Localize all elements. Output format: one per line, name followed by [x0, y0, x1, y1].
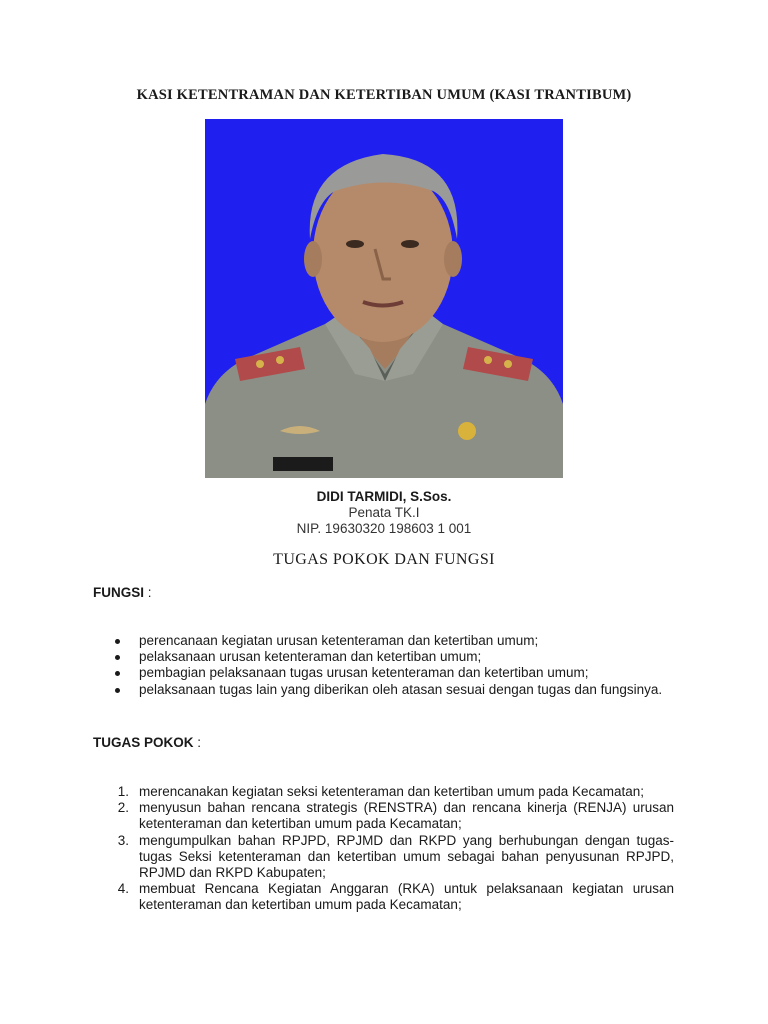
official-portrait-photo	[205, 119, 563, 478]
list-item-number: 4.	[117, 881, 129, 897]
person-nip: NIP. 19630320 198603 1 001	[296, 521, 472, 536]
list-item-number: 3.	[117, 832, 129, 848]
list-item	[93, 682, 674, 698]
list-item-text: pelaksanaan tugas lain yang diberikan oleh atasan sesuai dengan tugas dan fungsinya.	[139, 681, 663, 697]
person-name: DIDI TARMIDI, S.Sos.	[316, 489, 452, 504]
tugas-pokok-heading-label: TUGAS POKOK	[93, 735, 194, 750]
list-item-text: merencanakan kegiatan seksi ketenteraman dan ketertiban umum pada Kecamatan;	[139, 784, 645, 799]
list-item	[93, 881, 674, 913]
person-rank: Penata TK.I	[348, 505, 420, 520]
list-item-text: mengumpulkan bahan RPJPD, RPJMD dan RKPD yang berhubungan dengan tugas-tugas Seksi ketenteraman dan ketertiban umum sebagai bahan penyusunan RPJPD, RPJMD dan RKPD Kabupaten;	[139, 832, 674, 881]
list-item-number: 2.	[117, 800, 129, 816]
list-item-text: membuat Rencana Kegiatan Anggaran (RKA) untuk pelaksanaan kegiatan urusan ketenteraman dan ketertiban umum pada Kecamatan;	[139, 881, 674, 913]
list-item-text: perencanaan kegiatan urusan ketenteraman dan ketertiban umum;	[139, 633, 539, 648]
bullet-icon	[115, 639, 120, 644]
list-item	[93, 633, 674, 649]
tugas-pokok-heading	[93, 735, 201, 750]
list-item	[93, 665, 674, 681]
list-item	[93, 784, 674, 800]
fungsi-list	[93, 633, 674, 698]
document-title: KASI KETENTRAMAN DAN KETERTIBAN UMUM (KASI TRANTIBUM)	[136, 87, 632, 103]
list-item-number: 1.	[117, 784, 129, 799]
list-item-text: menyusun bahan rencana strategis (RENSTRA) dan rencana kinerja (RENJA) urusan ketenteraman dan ketertiban umum pada Kecamatan;	[139, 800, 674, 832]
list-item-text: pelaksanaan urusan ketenteraman dan ketertiban umum;	[139, 649, 482, 665]
fungsi-heading	[93, 585, 152, 600]
fungsi-heading-colon: :	[144, 585, 152, 600]
bullet-icon	[115, 688, 120, 693]
list-item	[93, 800, 674, 832]
portrait-illustration	[205, 119, 563, 478]
fungsi-heading-label: FUNGSI	[93, 585, 145, 600]
list-item	[93, 833, 674, 882]
bullet-icon	[115, 671, 120, 676]
tugas-pokok-list	[93, 784, 674, 914]
section-subtitle: TUGAS POKOK DAN FUNGSI	[273, 551, 495, 568]
list-item	[93, 649, 674, 665]
bullet-icon	[115, 655, 120, 660]
list-item-text: pembagian pelaksanaan tugas urusan ketenteraman dan ketertiban umum;	[139, 665, 589, 681]
tugas-pokok-heading-colon: :	[193, 735, 202, 750]
